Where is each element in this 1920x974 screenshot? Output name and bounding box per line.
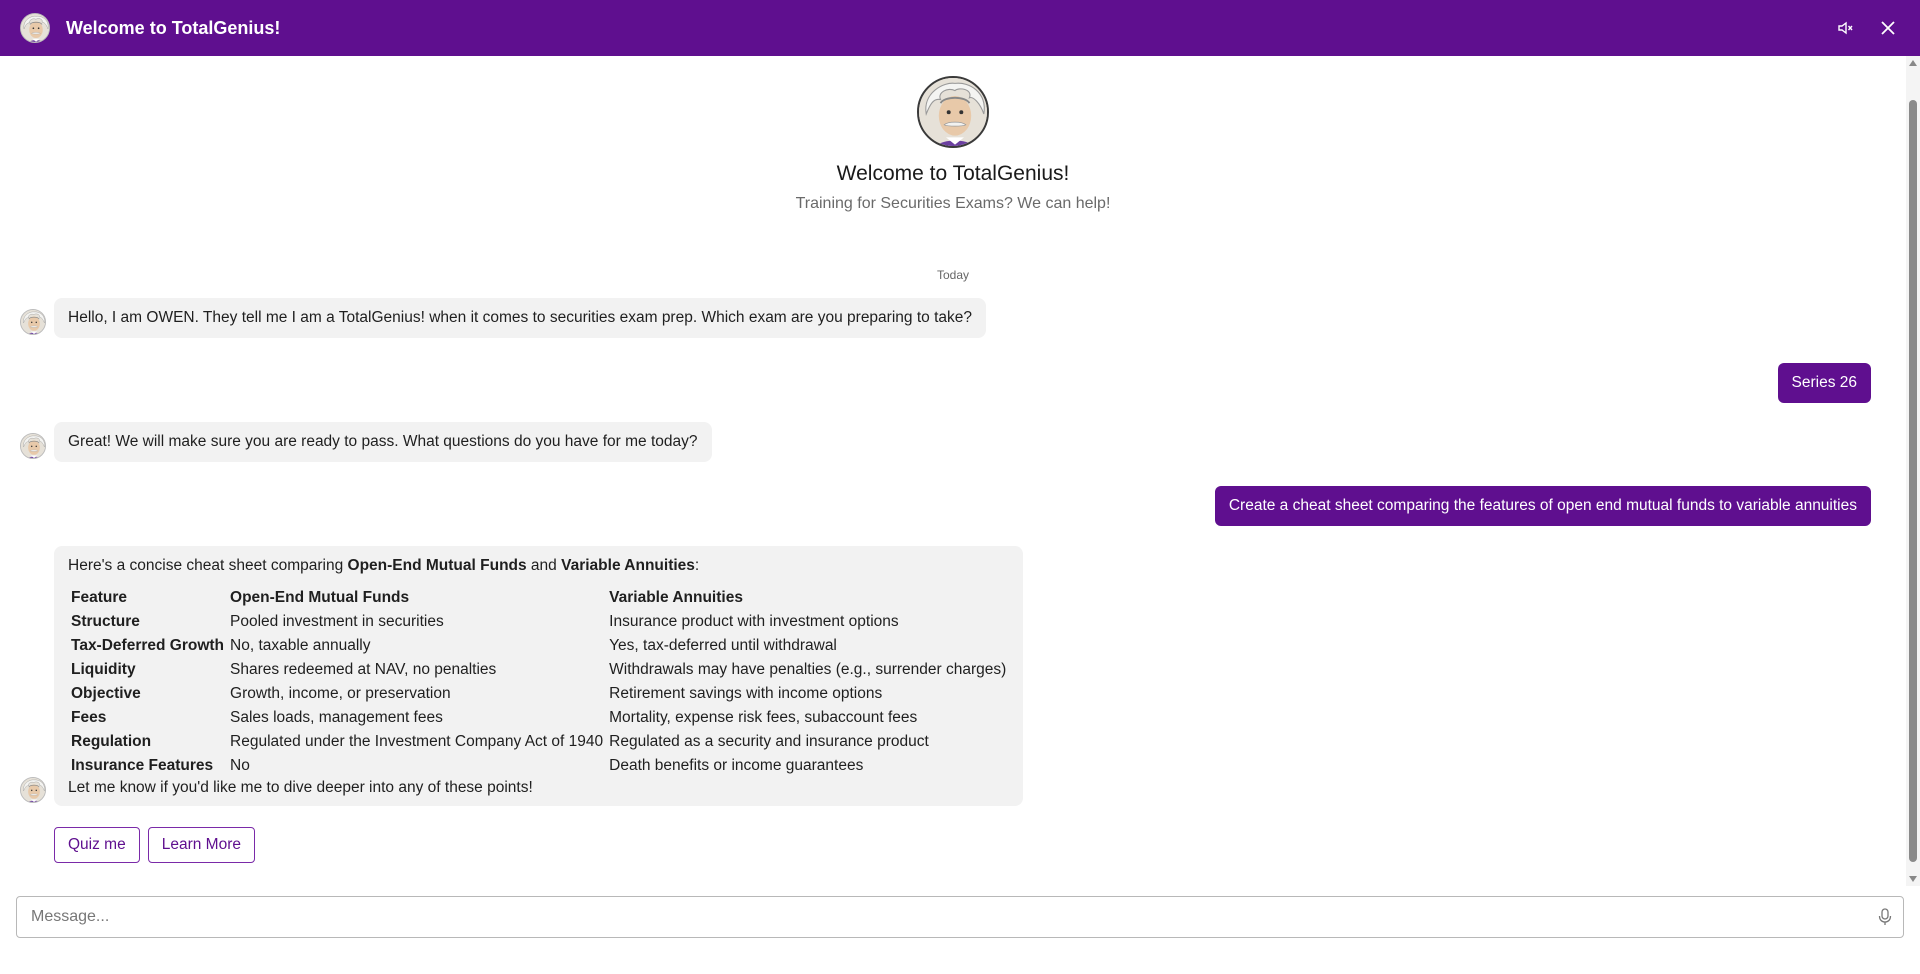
close-icon [1880, 20, 1896, 36]
cheat-sheet-outro: Let me know if you'd like me to dive deeper into any of these points! [68, 779, 533, 796]
mutual-fund-cell: Sales loads, management fees [230, 709, 443, 726]
bot-message-1 [20, 298, 986, 338]
bot-avatar-icon [20, 777, 46, 803]
microphone-icon [1878, 908, 1892, 926]
comparison-table [68, 586, 1009, 778]
bot-avatar-icon [20, 309, 46, 335]
welcome-intro [0, 76, 1906, 213]
mutual-fund-cell: Growth, income, or preservation [230, 685, 451, 702]
annuity-cell: Withdrawals may have penalties (e.g., surrender charges) [609, 661, 1007, 678]
mutual-fund-cell: Pooled investment in securities [230, 613, 444, 630]
header-actions [1836, 0, 1898, 56]
row-feature: Objective [71, 685, 141, 702]
cheat-sheet-intro: Here's a concise cheat sheet comparing Open-End Mutual Funds and Variable Annuities: [68, 557, 700, 574]
column-header: Open-End Mutual Funds [230, 589, 410, 606]
scroll-thumb[interactable] [1909, 100, 1917, 862]
annuity-cell: Retirement savings with income options [609, 685, 883, 702]
annuity-cell: Regulated as a security and insurance product [609, 733, 929, 750]
message-input[interactable] [17, 897, 1867, 937]
column-header: Variable Annuities [609, 589, 743, 606]
row-feature: Structure [71, 613, 140, 630]
close-button[interactable] [1878, 18, 1898, 38]
bot-large-avatar-icon [917, 76, 989, 148]
chat-transcript[interactable] [0, 56, 1906, 874]
quiz-me-button[interactable]: Quiz me [54, 827, 140, 863]
table-row [68, 754, 1009, 778]
microphone-button[interactable] [1867, 897, 1903, 937]
mutual-fund-cell: No, taxable annually [230, 637, 371, 654]
bot-message-3 [20, 546, 1023, 806]
row-feature: Fees [71, 709, 107, 726]
annuity-cell: Mortality, expense risk fees, subaccount fees [609, 709, 918, 726]
scroll-up-arrow-icon[interactable] [1909, 60, 1917, 66]
app-header [0, 0, 1920, 56]
bot-avatar-icon [20, 13, 50, 43]
column-header: Feature [71, 589, 127, 606]
bot-avatar-icon [20, 433, 46, 459]
table-row [68, 634, 1009, 658]
header-title: Welcome to TotalGenius! [66, 17, 281, 38]
mutual-fund-cell: No [230, 757, 250, 774]
row-feature: Regulation [71, 733, 152, 750]
table-row [68, 610, 1009, 634]
row-feature: Tax-Deferred Growth [71, 637, 225, 654]
annuity-cell: Insurance product with investment options [609, 613, 899, 630]
intro-title: Welcome to TotalGenius! [836, 162, 1070, 185]
intro-subtitle: Training for Securities Exams? We can help! [795, 195, 1111, 212]
date-separator: Today [936, 268, 970, 282]
row-feature: Liquidity [71, 661, 136, 678]
annuity-cell: Yes, tax-deferred until withdrawal [609, 637, 837, 654]
message-composer [16, 896, 1904, 938]
cheat-sheet-bubble [54, 546, 1023, 806]
row-feature: Insurance Features [71, 757, 214, 774]
table-header-row [68, 586, 1009, 610]
scroll-down-arrow-icon[interactable] [1909, 876, 1917, 882]
annuity-cell: Death benefits or income guarantees [609, 757, 864, 774]
learn-more-button[interactable]: Learn More [148, 827, 255, 863]
user-message-1: Series 26 [1778, 363, 1871, 403]
quick-replies [54, 827, 255, 863]
mutual-fund-cell: Regulated under the Investment Company Act of 1940 [230, 733, 604, 750]
mute-button[interactable] [1836, 18, 1856, 38]
bot-bubble: Great! We will make sure you are ready to pass. What questions do you have for me today? [54, 422, 712, 462]
bot-message-2 [20, 422, 712, 462]
table-row [68, 730, 1009, 754]
speaker-muted-icon [1837, 19, 1855, 37]
table-row [68, 682, 1009, 706]
bot-bubble: Hello, I am OWEN. They tell me I am a TotalGenius! when it comes to securities exam prep. Which exam are you preparing to take? [54, 298, 986, 338]
chat-scrollbar[interactable] [1906, 56, 1920, 886]
user-message-2: Create a cheat sheet comparing the features of open end mutual funds to variable annuities [1215, 486, 1871, 526]
mutual-fund-cell: Shares redeemed at NAV, no penalties [230, 661, 497, 678]
table-row [68, 658, 1009, 682]
table-row [68, 706, 1009, 730]
